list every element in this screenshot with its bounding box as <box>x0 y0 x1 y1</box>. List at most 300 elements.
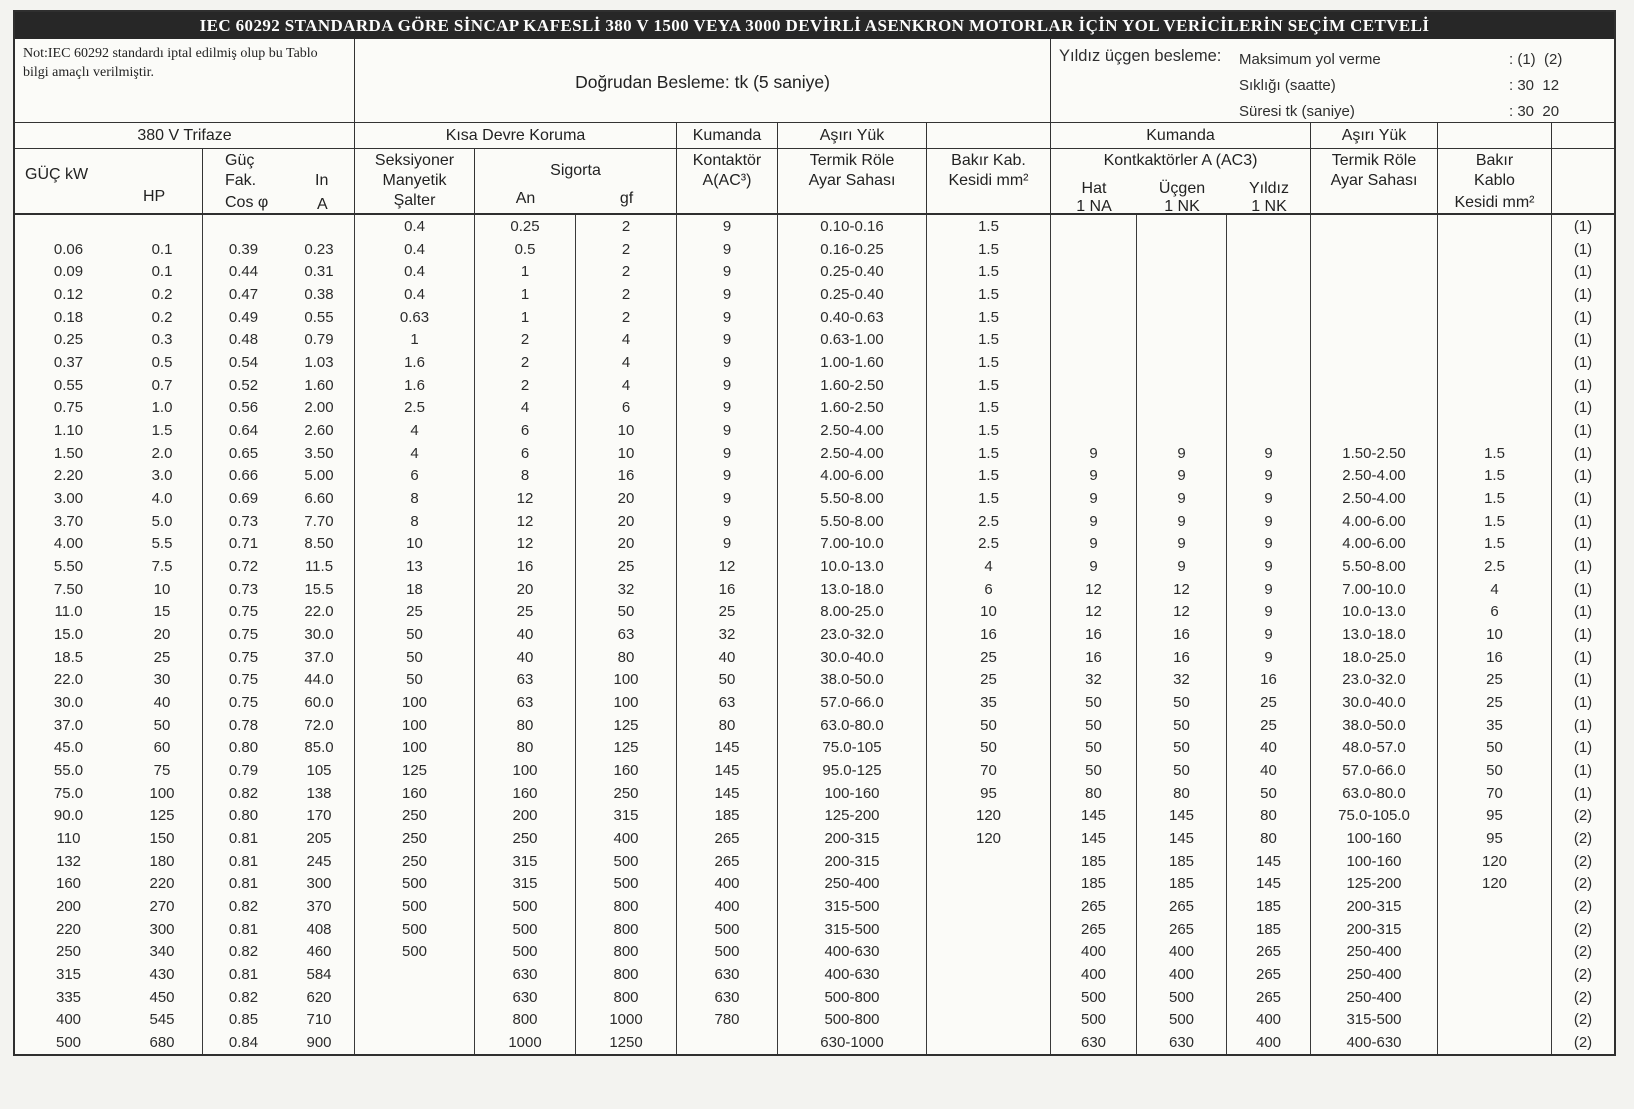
table-cell: 170 <box>284 804 355 827</box>
table-cell: 6 <box>355 464 475 487</box>
table-cell: 315-500 <box>1311 1009 1438 1032</box>
table-cell <box>1438 374 1552 397</box>
star-delta-rows <box>1239 47 1608 125</box>
table-cell <box>1438 986 1552 1009</box>
col-header-cos-phi: Cos φ <box>225 194 269 211</box>
table-cell: 40 <box>677 646 778 669</box>
col-header-kw: GÜÇ kW <box>25 166 89 183</box>
table-cell: 63 <box>677 691 778 714</box>
table-cell: 200-315 <box>778 850 927 873</box>
table-cell: 145 <box>1227 850 1311 873</box>
table-cell: 37.0 <box>53 716 84 734</box>
table-cell: 25 <box>1227 714 1311 737</box>
table-cell <box>927 918 1051 941</box>
table-cell: 1.5 <box>927 487 1051 510</box>
table-cell: 72.0 <box>284 714 355 737</box>
table-cell: 0.25 <box>475 215 576 238</box>
col-header-termik-right-l1: Termik Röle <box>1331 152 1417 169</box>
table-cell: 100-160 <box>1311 850 1438 873</box>
table-cell: 40 <box>475 623 576 646</box>
table-cell: 500 <box>475 941 576 964</box>
table-cell: 400 <box>677 872 778 895</box>
table-cell: 3.00 <box>53 489 84 507</box>
table-cell: (1) <box>1573 489 1593 507</box>
table-cell <box>1051 238 1137 261</box>
table-cell: 160 <box>576 759 677 782</box>
table-cell: 2.5 <box>927 532 1051 555</box>
table-cell <box>1137 419 1227 442</box>
table-cell: 4 <box>355 419 475 442</box>
table-cell: 13 <box>355 555 475 578</box>
table-cell <box>122 215 203 238</box>
table-cell: 2.20 <box>53 467 84 485</box>
col-header-bakir-kab-l1: Bakır Kab. <box>951 152 1026 169</box>
table-cell: 400-630 <box>778 963 927 986</box>
table-cell: 500 <box>355 918 475 941</box>
table-cell: 0.73 <box>228 580 259 598</box>
group-header-kumanda-right: Kumanda <box>1051 123 1311 148</box>
table-cell: 500-800 <box>778 1009 927 1032</box>
table-cell: 0.4 <box>355 283 475 306</box>
table-cell <box>1227 328 1311 351</box>
table-cell: 50 <box>1137 691 1227 714</box>
table-cell: (1) <box>1573 353 1593 371</box>
table-cell: 630 <box>475 963 576 986</box>
table-cell: 9 <box>677 260 778 283</box>
table-cell: 2 <box>576 306 677 329</box>
table-cell: 70 <box>927 759 1051 782</box>
table-cell: 500 <box>55 1034 82 1052</box>
table-cell: (1) <box>1573 399 1593 417</box>
col-header-ucgen: Üçgen <box>1158 180 1206 197</box>
table-cell: 75 <box>122 759 203 782</box>
table-cell <box>355 963 475 986</box>
table-cell: 1.5 <box>1438 532 1552 555</box>
table-cell: 145 <box>677 736 778 759</box>
table-cell: 1.50 <box>53 444 84 462</box>
table-cell <box>1311 283 1438 306</box>
table-cell: 95.0-125 <box>778 759 927 782</box>
table-cell: 1.00-1.60 <box>778 351 927 374</box>
table-cell: 5.00 <box>284 464 355 487</box>
table-cell: 80 <box>1051 782 1137 805</box>
table-cell: 100 <box>355 691 475 714</box>
table-cell: 2 <box>576 283 677 306</box>
table-cell: 30.0-40.0 <box>1311 691 1438 714</box>
col-header-sigorta-an: An <box>515 190 536 207</box>
table-cell: 0.81 <box>228 829 259 847</box>
table-cell: 30.0-40.0 <box>778 646 927 669</box>
col-header-guc-hp <box>15 149 203 213</box>
table-cell: 0.44 <box>228 263 259 281</box>
table-cell <box>1311 351 1438 374</box>
table-cell <box>1137 215 1227 238</box>
col-header-termik-right-l2: Ayar Sahası <box>1330 172 1418 189</box>
table-cell: 100 <box>475 759 576 782</box>
table-cell: 8 <box>475 464 576 487</box>
col-header-bakir-kablo-l2: Kablo <box>1474 172 1515 189</box>
table-cell: 9 <box>1137 532 1227 555</box>
table-cell: 125-200 <box>778 804 927 827</box>
table-cell: 57.0-66.0 <box>778 691 927 714</box>
table-cell: 0.79 <box>284 328 355 351</box>
table-cell <box>1438 419 1552 442</box>
table-cell: 25 <box>1438 668 1552 691</box>
column-header-row <box>15 149 1614 215</box>
table-cell: 9 <box>1051 442 1137 465</box>
table-cell: 16 <box>475 555 576 578</box>
table-cell: 80 <box>1227 804 1311 827</box>
table-cell: 0.78 <box>228 716 259 734</box>
table-cell: 0.39 <box>228 240 259 258</box>
table-cell: 16 <box>927 623 1051 646</box>
table-cell: 10.0-13.0 <box>1311 600 1438 623</box>
table-cell <box>1137 351 1227 374</box>
table-cell: 12 <box>677 555 778 578</box>
top-band <box>15 39 1614 123</box>
table-cell: 145 <box>677 759 778 782</box>
table-cell: 5.0 <box>122 510 203 533</box>
table-cell: 2 <box>475 351 576 374</box>
table-cell: 1.5 <box>1438 510 1552 533</box>
col-header-fak: Fak. <box>225 172 257 189</box>
table-cell <box>1051 260 1137 283</box>
table-cell <box>1311 238 1438 261</box>
table-cell: 0.06 <box>53 240 84 258</box>
table-cell: 500 <box>1137 1009 1227 1032</box>
table-cell: 0.37 <box>53 353 84 371</box>
table-cell: 630 <box>677 986 778 1009</box>
table-cell <box>1311 374 1438 397</box>
table-cell: 20 <box>122 623 203 646</box>
col-header-termik-right <box>1311 149 1438 213</box>
table-cell <box>1227 238 1311 261</box>
table-cell: 0.4 <box>355 260 475 283</box>
table-cell <box>1051 283 1137 306</box>
table-cell: 315 <box>475 850 576 873</box>
table-cell: 125-200 <box>1311 872 1438 895</box>
table-cell <box>1137 260 1227 283</box>
table-cell: 400 <box>1227 1031 1311 1054</box>
table-cell: 200 <box>55 897 82 915</box>
table-cell: 12 <box>1051 578 1137 601</box>
table-cell: 620 <box>284 986 355 1009</box>
table-cell: 4.00 <box>53 535 84 553</box>
table-cell: 2 <box>576 215 677 238</box>
table-cell: 500 <box>475 895 576 918</box>
table-cell: 0.25-0.40 <box>778 260 927 283</box>
table-cell: 40 <box>475 646 576 669</box>
table-cell: 0.75 <box>228 648 259 666</box>
table-cell: 800 <box>576 918 677 941</box>
table-cell: 35 <box>1438 714 1552 737</box>
table-cell <box>1438 941 1552 964</box>
table-cell: 3.50 <box>284 442 355 465</box>
table-cell: 0.52 <box>228 376 259 394</box>
table-cell: 0.75 <box>53 399 84 417</box>
table-cell: 315-500 <box>778 895 927 918</box>
table-cell: 300 <box>284 872 355 895</box>
table-cell <box>1438 1031 1552 1054</box>
table-cell: 9 <box>1137 487 1227 510</box>
table-cell: (1) <box>1573 716 1593 734</box>
table-cell: 18.5 <box>53 648 84 666</box>
table-cell: 9 <box>1051 464 1137 487</box>
table-cell: 265 <box>677 827 778 850</box>
table-cell: 12 <box>475 510 576 533</box>
table-cell: 430 <box>122 963 203 986</box>
table-cell: (1) <box>1573 557 1593 575</box>
table-cell: 5.50-8.00 <box>778 510 927 533</box>
table-cell <box>927 850 1051 873</box>
table-cell: 1 <box>475 260 576 283</box>
col-header-guc: Güç <box>225 152 255 169</box>
col-header-yildiz-nk: 1 NK <box>1251 198 1287 215</box>
table-cell: 50 <box>355 623 475 646</box>
table-cell: (2) <box>1573 943 1593 961</box>
table-cell: 63 <box>576 623 677 646</box>
table-cell: 0.10-0.16 <box>778 215 927 238</box>
table-cell: (1) <box>1573 671 1593 689</box>
table-cell: 9 <box>1137 442 1227 465</box>
table-cell: 200-315 <box>778 827 927 850</box>
col-header-kontaktor-l2: A(AC³) <box>702 172 752 189</box>
group-header-kumanda-left: Kumanda <box>677 123 778 148</box>
table-cell: 400 <box>677 895 778 918</box>
table-cell: 800 <box>576 986 677 1009</box>
table-cell: 25 <box>927 668 1051 691</box>
table-cell: 9 <box>677 419 778 442</box>
table-cell: 0.82 <box>228 897 259 915</box>
table-cell: 50 <box>355 668 475 691</box>
table-cell: 9 <box>677 215 778 238</box>
table-cell: 0.75 <box>228 625 259 643</box>
table-cell: 4 <box>1438 578 1552 601</box>
table-cell: 50 <box>1137 759 1227 782</box>
table-cell: (2) <box>1573 1034 1593 1052</box>
table-cell: 95 <box>1438 827 1552 850</box>
table-cell: 900 <box>284 1031 355 1054</box>
table-cell <box>1311 419 1438 442</box>
table-cell: 32 <box>1137 668 1227 691</box>
table-cell: 265 <box>1227 963 1311 986</box>
table-cell: 1250 <box>576 1031 677 1054</box>
table-cell: (1) <box>1573 603 1593 621</box>
col-header-bakir-kablo <box>1438 149 1552 213</box>
table-cell <box>1051 306 1137 329</box>
table-cell: 2.5 <box>927 510 1051 533</box>
table-cell: 1.5 <box>927 328 1051 351</box>
table-cell <box>1227 374 1311 397</box>
table-cell: (1) <box>1573 285 1593 303</box>
table-cell: 1.5 <box>927 306 1051 329</box>
table-cell: 0.71 <box>228 535 259 553</box>
table-cell <box>927 1031 1051 1054</box>
table-cell: 500 <box>1137 986 1227 1009</box>
table-cell: 1.5 <box>1438 442 1552 465</box>
table-cell: 6 <box>927 578 1051 601</box>
table-cell: 220 <box>122 872 203 895</box>
table-cell <box>927 872 1051 895</box>
table-cell: 7.00-10.0 <box>778 532 927 555</box>
table-cell: 25 <box>1438 691 1552 714</box>
table-cell: 0.82 <box>228 784 259 802</box>
table-cell: 10 <box>1438 623 1552 646</box>
table-cell <box>1137 374 1227 397</box>
table-cell <box>15 215 122 238</box>
table-cell: 1.0 <box>122 396 203 419</box>
table-cell: 800 <box>576 895 677 918</box>
table-cell: 630 <box>677 963 778 986</box>
table-cell: 2 <box>475 374 576 397</box>
table-cell: 16 <box>1137 623 1227 646</box>
table-cell: 5.50-8.00 <box>1311 555 1438 578</box>
table-cell: 40 <box>1227 759 1311 782</box>
table-cell <box>1311 215 1438 238</box>
table-cell: 0.18 <box>53 308 84 326</box>
table-cell: 1.10 <box>53 421 84 439</box>
table-cell: 0.63 <box>355 306 475 329</box>
table-cell: 100-160 <box>778 782 927 805</box>
table-cell: 20 <box>576 532 677 555</box>
table-cell: 1.5 <box>927 374 1051 397</box>
table-cell: 100 <box>355 736 475 759</box>
table-cell: 460 <box>284 941 355 964</box>
table-cell: (1) <box>1573 535 1593 553</box>
note-cell: Not:IEC 60292 standardı iptal edilmiş olup bu Tablo bilgi amaçlı verilmiştir. <box>15 39 355 125</box>
table-cell: 0.75 <box>228 693 259 711</box>
table-cell: 500 <box>355 872 475 895</box>
table-cell: 125 <box>576 714 677 737</box>
table-cell: 0.4 <box>355 215 475 238</box>
table-cell: 9 <box>1227 532 1311 555</box>
table-cell: 6 <box>475 419 576 442</box>
table-cell: 0.66 <box>228 467 259 485</box>
table-cell: 105 <box>284 759 355 782</box>
table-cell: 8 <box>355 510 475 533</box>
table-cell <box>1227 351 1311 374</box>
table-cell: 4 <box>576 328 677 351</box>
table-cell: 400-630 <box>1311 1031 1438 1054</box>
direct-feed-header: Doğrudan Besleme: tk (5 saniye) <box>355 39 1051 125</box>
table-cell: 1.5 <box>927 442 1051 465</box>
table-cell: 1.6 <box>355 351 475 374</box>
table-cell: 0.40-0.63 <box>778 306 927 329</box>
table-cell: 9 <box>677 306 778 329</box>
table-cell <box>1227 215 1311 238</box>
col-header-termik-left-l2: Ayar Sahası <box>808 172 896 189</box>
table-body <box>15 215 1614 1054</box>
table-cell: 450 <box>122 986 203 1009</box>
star-delta-row-value: : 30 20 <box>1509 103 1560 120</box>
table-cell <box>1438 238 1552 261</box>
table-cell: 145 <box>1051 804 1137 827</box>
table-cell: 6 <box>576 396 677 419</box>
table-cell: 200 <box>475 804 576 827</box>
table-cell: 1.5 <box>927 419 1051 442</box>
table-cell: 0.55 <box>284 306 355 329</box>
table-cell: 30 <box>122 668 203 691</box>
table-cell: 12 <box>1051 600 1137 623</box>
table-cell: 100 <box>576 691 677 714</box>
table-cell: 120 <box>927 804 1051 827</box>
table-cell: 11.5 <box>284 555 355 578</box>
table-cell: 0.85 <box>228 1011 259 1029</box>
col-header-kontaktor-l1: Kontaktör <box>692 152 762 169</box>
table-cell: 9 <box>1227 623 1311 646</box>
table-cell: 5.50 <box>53 557 84 575</box>
table-cell: 2 <box>576 260 677 283</box>
table-cell: 780 <box>677 1009 778 1032</box>
table-cell: 20 <box>576 487 677 510</box>
table-cell: (2) <box>1573 988 1593 1006</box>
table-cell: 270 <box>122 895 203 918</box>
table-cell: 0.82 <box>228 988 259 1006</box>
table-cell <box>1227 283 1311 306</box>
table-cell <box>927 963 1051 986</box>
table-cell: 2 <box>475 328 576 351</box>
table-cell: 80 <box>677 714 778 737</box>
col-header-sigorta-gf: gf <box>619 190 634 207</box>
table-cell: 6 <box>1438 600 1552 623</box>
table-cell: (2) <box>1573 852 1593 870</box>
table-cell: 40 <box>122 691 203 714</box>
table-cell: 6 <box>475 442 576 465</box>
table-cell: 12 <box>1137 578 1227 601</box>
table-cell: 0.38 <box>284 283 355 306</box>
table-cell: 9 <box>677 510 778 533</box>
table-cell: 1.60-2.50 <box>778 396 927 419</box>
table-cell: 100-160 <box>1311 827 1438 850</box>
col-header-seksiyoner <box>355 149 475 213</box>
table-cell: 63 <box>475 691 576 714</box>
table-cell: 200-315 <box>1311 895 1438 918</box>
table-cell: 9 <box>1137 510 1227 533</box>
table-cell: 0.72 <box>228 557 259 575</box>
table-cell <box>1051 374 1137 397</box>
table-cell <box>1051 328 1137 351</box>
table-cell: 70 <box>1438 782 1552 805</box>
table-cell: 25 <box>576 555 677 578</box>
table-cell: 95 <box>1438 804 1552 827</box>
table-cell: (1) <box>1573 580 1593 598</box>
table-cell: 500 <box>677 918 778 941</box>
table-cell: (1) <box>1573 625 1593 643</box>
table-cell: 220 <box>55 920 82 938</box>
table-cell <box>1137 328 1227 351</box>
table-cell <box>1227 419 1311 442</box>
table-cell: 0.1 <box>122 238 203 261</box>
col-header-kontaktorler <box>1051 149 1311 213</box>
table-cell: 10 <box>355 532 475 555</box>
table-cell: (2) <box>1573 897 1593 915</box>
table-cell: 335 <box>55 988 82 1006</box>
table-cell: 80 <box>475 736 576 759</box>
table-cell: 1.5 <box>1438 464 1552 487</box>
table-cell: 1.03 <box>284 351 355 374</box>
table-cell: 9 <box>677 532 778 555</box>
selection-table <box>13 10 1616 1056</box>
table-cell: 9 <box>1051 555 1137 578</box>
table-cell: 3.0 <box>122 464 203 487</box>
table-cell: 500 <box>355 895 475 918</box>
table-cell: (1) <box>1573 263 1593 281</box>
table-cell: 9 <box>677 487 778 510</box>
star-delta-row <box>1239 47 1608 73</box>
table-cell: 245 <box>284 850 355 873</box>
table-cell <box>355 986 475 1009</box>
table-cell: 0.56 <box>228 399 259 417</box>
